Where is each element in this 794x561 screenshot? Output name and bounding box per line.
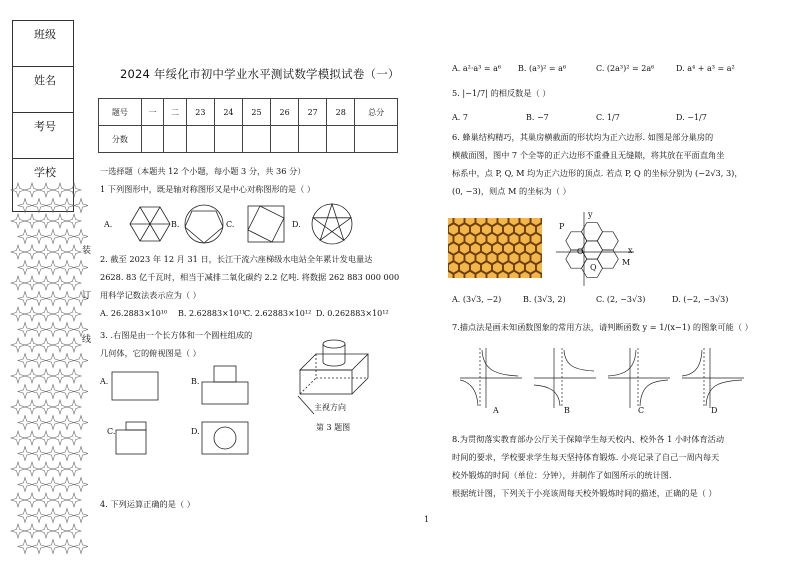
star-ornament: [74, 540, 88, 554]
star-ornament: [11, 245, 25, 259]
circle-pentagon-figure: [185, 205, 223, 243]
star-ornament: [74, 261, 88, 275]
q4-option-b: B. (a³)² = a⁶: [518, 64, 567, 73]
star-ornament: [32, 447, 46, 461]
star-ornament: [74, 509, 88, 523]
star-ornament: [25, 245, 39, 259]
star-ornament: [60, 416, 74, 430]
star-ornament: [11, 369, 25, 383]
score-header-cell: 二: [164, 99, 187, 126]
score-table-header-row: [99, 99, 398, 126]
score-cell[interactable]: [355, 126, 398, 153]
star-ornament: [67, 183, 81, 197]
view-direction-arrow: [298, 396, 314, 414]
q1-figures: [110, 202, 410, 252]
star-ornament: [32, 385, 46, 399]
binding-mark-xian: 线: [82, 335, 92, 345]
star-ornament: [60, 385, 74, 399]
hexagon-cell: [582, 223, 603, 241]
star-ornament: [67, 369, 81, 383]
star-ornament: [46, 230, 60, 244]
star-ornament: [32, 416, 46, 430]
view-direction-label: 主视方向: [314, 403, 346, 412]
star-ornament: [74, 199, 88, 213]
question-6-line4: (0, −3)，则点 M 的坐标为（ ）: [452, 186, 571, 196]
star-ornament: [11, 276, 25, 290]
q7-graph-c: [608, 348, 670, 408]
star-ornament: [53, 431, 67, 445]
star-ornament: [25, 524, 39, 538]
hexagon-coordinate-diagram: [550, 208, 640, 288]
score-header-cell: 23: [186, 99, 214, 126]
q3-option-figures: [100, 360, 290, 460]
star-ornament: [32, 261, 46, 275]
star-ornament: [46, 199, 60, 213]
question-8-line4: 根据统计图，下列关于小亮该周每天校外锻炼时间的描述，正确的是（ ）: [452, 488, 717, 498]
q7-graph-b: [534, 348, 596, 408]
star-ornament: [53, 183, 67, 197]
star-ornament: [67, 245, 81, 259]
star-ornament: [39, 214, 53, 228]
q1-option-a: A.: [104, 220, 113, 229]
question-5: 5. |−1/7| 的相反数是（ ）: [452, 88, 551, 98]
q1-option-b: B.: [171, 220, 180, 229]
star-ornament: [60, 447, 74, 461]
hexagon-cell: [597, 250, 618, 268]
star-ornament: [53, 307, 67, 321]
question-6-line1: 6. 蜂巢结构精巧，其巢房横截面的形状均为正六边形. 如图是部分巢房的: [452, 132, 714, 142]
star-ornament: [25, 183, 39, 197]
name-label: 姓名: [34, 74, 56, 87]
star-ornament: [74, 447, 88, 461]
q3-fig-c: [116, 430, 146, 454]
hexagon-cell: [597, 232, 618, 250]
exam-title: 2024 年绥化市初中学业水平测试数学模拟试卷（一）: [120, 67, 400, 81]
star-ornament: [46, 261, 60, 275]
score-cell[interactable]: [242, 126, 270, 153]
star-ornament: [67, 400, 81, 414]
star-ornament: [46, 354, 60, 368]
q3-caption: 第 3 题图: [316, 423, 351, 432]
star-ornament: [67, 214, 81, 228]
star-ornament: [60, 509, 74, 523]
q2-option-a: A. 26.2883×10¹⁰: [100, 309, 168, 318]
question-3-line2: 几何体，它的俯视图是（ ）: [100, 348, 201, 358]
star-ornament: [53, 338, 67, 352]
star-ornament: [74, 416, 88, 430]
star-ornament: [67, 431, 81, 445]
class-label: 班级: [34, 28, 56, 41]
star-ornament: [25, 214, 39, 228]
star-ornament: [60, 199, 74, 213]
star-ornament: [18, 199, 32, 213]
star-ornament: [39, 369, 53, 383]
star-ornament: [25, 431, 39, 445]
q6-option-c: C. (2, −3√3): [596, 295, 646, 304]
star-ornament: [53, 524, 67, 538]
q7-graph-d: [682, 348, 744, 408]
question-2-line2: 2628. 83 亿千瓦时，相当于减排二氧化碳约 2.2 亿吨. 将数据 262 883 000 000: [100, 272, 400, 282]
star-ornament: [74, 478, 88, 492]
score-cell[interactable]: [186, 126, 214, 153]
star-ornament: [11, 338, 25, 352]
q3-option-c: C.: [107, 427, 116, 436]
star-ornament: [60, 478, 74, 492]
star-ornament: [46, 323, 60, 337]
school-label: 学校: [34, 166, 56, 179]
star-ornament: [32, 478, 46, 492]
q5-option-c: C. 1/7: [596, 113, 620, 122]
star-ornament: [53, 462, 67, 476]
star-ornament: [67, 462, 81, 476]
star-ornament: [25, 307, 39, 321]
q5-option-b: B. −7: [526, 113, 549, 122]
star-ornament: [32, 509, 46, 523]
question-6-line3: 标系中，点 P, Q, M 均为正六边形的顶点. 若点 P, Q 的坐标分别为 (−2√3, 3)，: [452, 168, 743, 178]
star-ornament: [25, 462, 39, 476]
score-header-cell: 24: [214, 99, 242, 126]
score-table-score-row: [99, 126, 398, 153]
star-ornament: [67, 524, 81, 538]
star-ornament: [46, 292, 60, 306]
q6-option-b: B. (3√3, 2): [523, 295, 566, 304]
binding-mark-zhuang: 装: [82, 246, 92, 256]
star-ornament: [25, 493, 39, 507]
star-ornament: [46, 385, 60, 399]
q2-option-b: B. 2.62883×10¹¹: [178, 309, 246, 318]
q5-option-d: D. −1/7: [676, 113, 707, 122]
star-ornament: [74, 354, 88, 368]
star-ornament: [39, 431, 53, 445]
star-ornament: [11, 462, 25, 476]
star-ornament: [53, 369, 67, 383]
star-ornament: [60, 323, 74, 337]
star-ornament: [18, 509, 32, 523]
question-2-line3: 用科学记数法表示应为（ ）: [100, 290, 201, 300]
star-ornament: [60, 230, 74, 244]
star-ornament: [53, 245, 67, 259]
score-cell[interactable]: [164, 126, 187, 153]
score-header-cell: 总分: [355, 99, 398, 126]
star-ornament: [32, 540, 46, 554]
star-ornament: [74, 385, 88, 399]
q7-label-a: A: [493, 406, 499, 415]
pentagram-figure: [312, 204, 352, 244]
star-ornament: [11, 431, 25, 445]
star-ornament: [11, 524, 25, 538]
origin-label: O: [577, 247, 584, 256]
question-8-line3: 校外锻炼的时间（单位：分钟），并制作了如图所示的统计图.: [452, 470, 672, 480]
star-ornament: [46, 509, 60, 523]
hexagon-cell: [582, 241, 603, 259]
star-ornament: [60, 354, 74, 368]
q3-fig-a: [112, 372, 158, 400]
star-ornament: [74, 230, 88, 244]
star-ornament: [18, 385, 32, 399]
star-ornament: [18, 354, 32, 368]
q2-option-d: D. 0.262883×10¹²: [316, 309, 389, 318]
star-ornament: [60, 540, 74, 554]
question-6-line2: 横截面图，图中 7 个全等的正六边形不重叠且无缝隙，将其放在平面直角坐: [452, 150, 725, 160]
q7-label-d: D: [711, 406, 718, 415]
star-ornament: [18, 261, 32, 275]
honeycomb-photo: [448, 218, 542, 278]
q6-option-a: A. (3√3, −2): [452, 295, 502, 304]
star-ornament: [18, 540, 32, 554]
star-ornament: [32, 292, 46, 306]
star-ornament: [11, 400, 25, 414]
q4-option-c: C. (2a³)² = 2a⁶: [596, 64, 655, 73]
q7-graph-a: [460, 348, 522, 408]
hexagon-figure: [130, 207, 170, 241]
square-pinwheel-figure: [248, 206, 284, 242]
score-cell[interactable]: [271, 126, 299, 153]
star-ornament: [46, 478, 60, 492]
q7-label-c: C: [638, 406, 645, 415]
score-header-cell: 25: [242, 99, 270, 126]
score-header-cell: 题号: [99, 99, 142, 126]
star-ornament: [67, 493, 81, 507]
star-ornament: [11, 183, 25, 197]
star-ornament: [60, 292, 74, 306]
score-header-cell: 28: [327, 99, 355, 126]
star-ornament: [53, 400, 67, 414]
q3-option-b: B.: [191, 377, 200, 386]
star-ornament: [60, 261, 74, 275]
star-ornament: [18, 416, 32, 430]
star-ornament: [11, 307, 25, 321]
score-cell[interactable]: [214, 126, 242, 153]
q7-graph-options: [456, 346, 746, 414]
star-ornament: [18, 447, 32, 461]
q1-option-c: C.: [226, 220, 235, 229]
star-ornament: [25, 400, 39, 414]
question-8-line2: 时间的要求，学校要求学生每天坚持体育锻炼. 小亮记录了自己一周内每天: [452, 452, 720, 462]
q4-option-a: A. a²·a³ = a⁶: [452, 64, 502, 73]
q6-option-d: D. (−2, −3√3): [672, 295, 729, 304]
star-ornament: [46, 416, 60, 430]
q3-option-d: D.: [191, 427, 200, 436]
star-ornament: [18, 323, 32, 337]
star-ornament: [25, 276, 39, 290]
q5-option-a: A. 7: [452, 113, 468, 122]
star-ornament: [67, 338, 81, 352]
star-ornament: [39, 307, 53, 321]
star-ornament: [46, 447, 60, 461]
star-ornament: [32, 199, 46, 213]
star-ornament: [18, 478, 32, 492]
question-8-line1: 8.为贯彻落实教育部办公厅关于保障学生每天校内、校外各 1 小时体育活动: [452, 434, 725, 444]
star-ornament: [53, 214, 67, 228]
q1-option-d: D.: [292, 220, 301, 229]
x-axis-label: x: [628, 246, 633, 255]
star-ornament: [39, 400, 53, 414]
star-ornament: [18, 230, 32, 244]
binding-mark-ding: 订: [82, 291, 92, 301]
star-ornament: [39, 245, 53, 259]
q2-option-c: C. 2.62883×10¹²: [244, 309, 312, 318]
point-m-label: M: [622, 258, 631, 267]
question-7: 7.描点法是画未知函数图象的常用方法，请判断函数 y = 1/(x−1) 的图象可能（ ）: [452, 322, 753, 332]
star-ornament: [11, 214, 25, 228]
star-ornament: [67, 276, 81, 290]
star-ornament: [39, 276, 53, 290]
star-ornament: [53, 493, 67, 507]
score-table: [98, 98, 398, 153]
y-axis-label: y: [588, 210, 593, 219]
star-ornament: [39, 462, 53, 476]
star-ornament: [46, 540, 60, 554]
q3-option-a: A.: [100, 377, 109, 386]
score-header-cell: 一: [141, 99, 164, 126]
score-header-cell: 27: [299, 99, 327, 126]
question-4: 4. 下列运算正确的是（ ）: [100, 499, 195, 509]
q3-fig-b: [202, 382, 248, 404]
decorative-star-border: [8, 180, 88, 560]
star-ornament: [32, 230, 46, 244]
star-ornament: [32, 354, 46, 368]
question-1: 1 下列图形中，既是轴对称图形又是中心对称图形的是（ ）: [100, 184, 316, 194]
q7-label-b: B: [564, 406, 570, 415]
star-ornament: [39, 183, 53, 197]
exam-number-label: 考号: [34, 120, 56, 133]
star-ornament: [39, 338, 53, 352]
score-row-label: 分数: [99, 126, 142, 153]
score-cell[interactable]: [141, 126, 164, 153]
point-p-label: P: [559, 222, 565, 231]
star-ornament: [18, 292, 32, 306]
page-number: 1: [424, 515, 430, 524]
q3-solid-figure: [296, 330, 396, 430]
star-ornament: [32, 323, 46, 337]
point-q-label: Q: [590, 263, 597, 272]
score-cell[interactable]: [299, 126, 327, 153]
star-ornament: [53, 276, 67, 290]
star-ornament: [25, 338, 39, 352]
star-ornament: [67, 307, 81, 321]
star-ornament: [39, 524, 53, 538]
question-3-line1: 3. .右图是由一个长方体和一个圆柱组成的: [100, 330, 253, 340]
section-heading: 一选择题（本题共 12 个小题，每小题 3 分，共 36 分）: [100, 166, 306, 176]
star-ornament: [25, 369, 39, 383]
question-2-line1: 2. 截至 2023 年 12 月 31 日，长江干流六座梯级水电站全年累计发电量达: [100, 254, 373, 264]
score-header-cell: 26: [271, 99, 299, 126]
star-ornament: [11, 493, 25, 507]
score-cell[interactable]: [327, 126, 355, 153]
star-ornament: [39, 493, 53, 507]
q4-option-d: D. a⁴ + a³ = a²: [676, 64, 735, 73]
